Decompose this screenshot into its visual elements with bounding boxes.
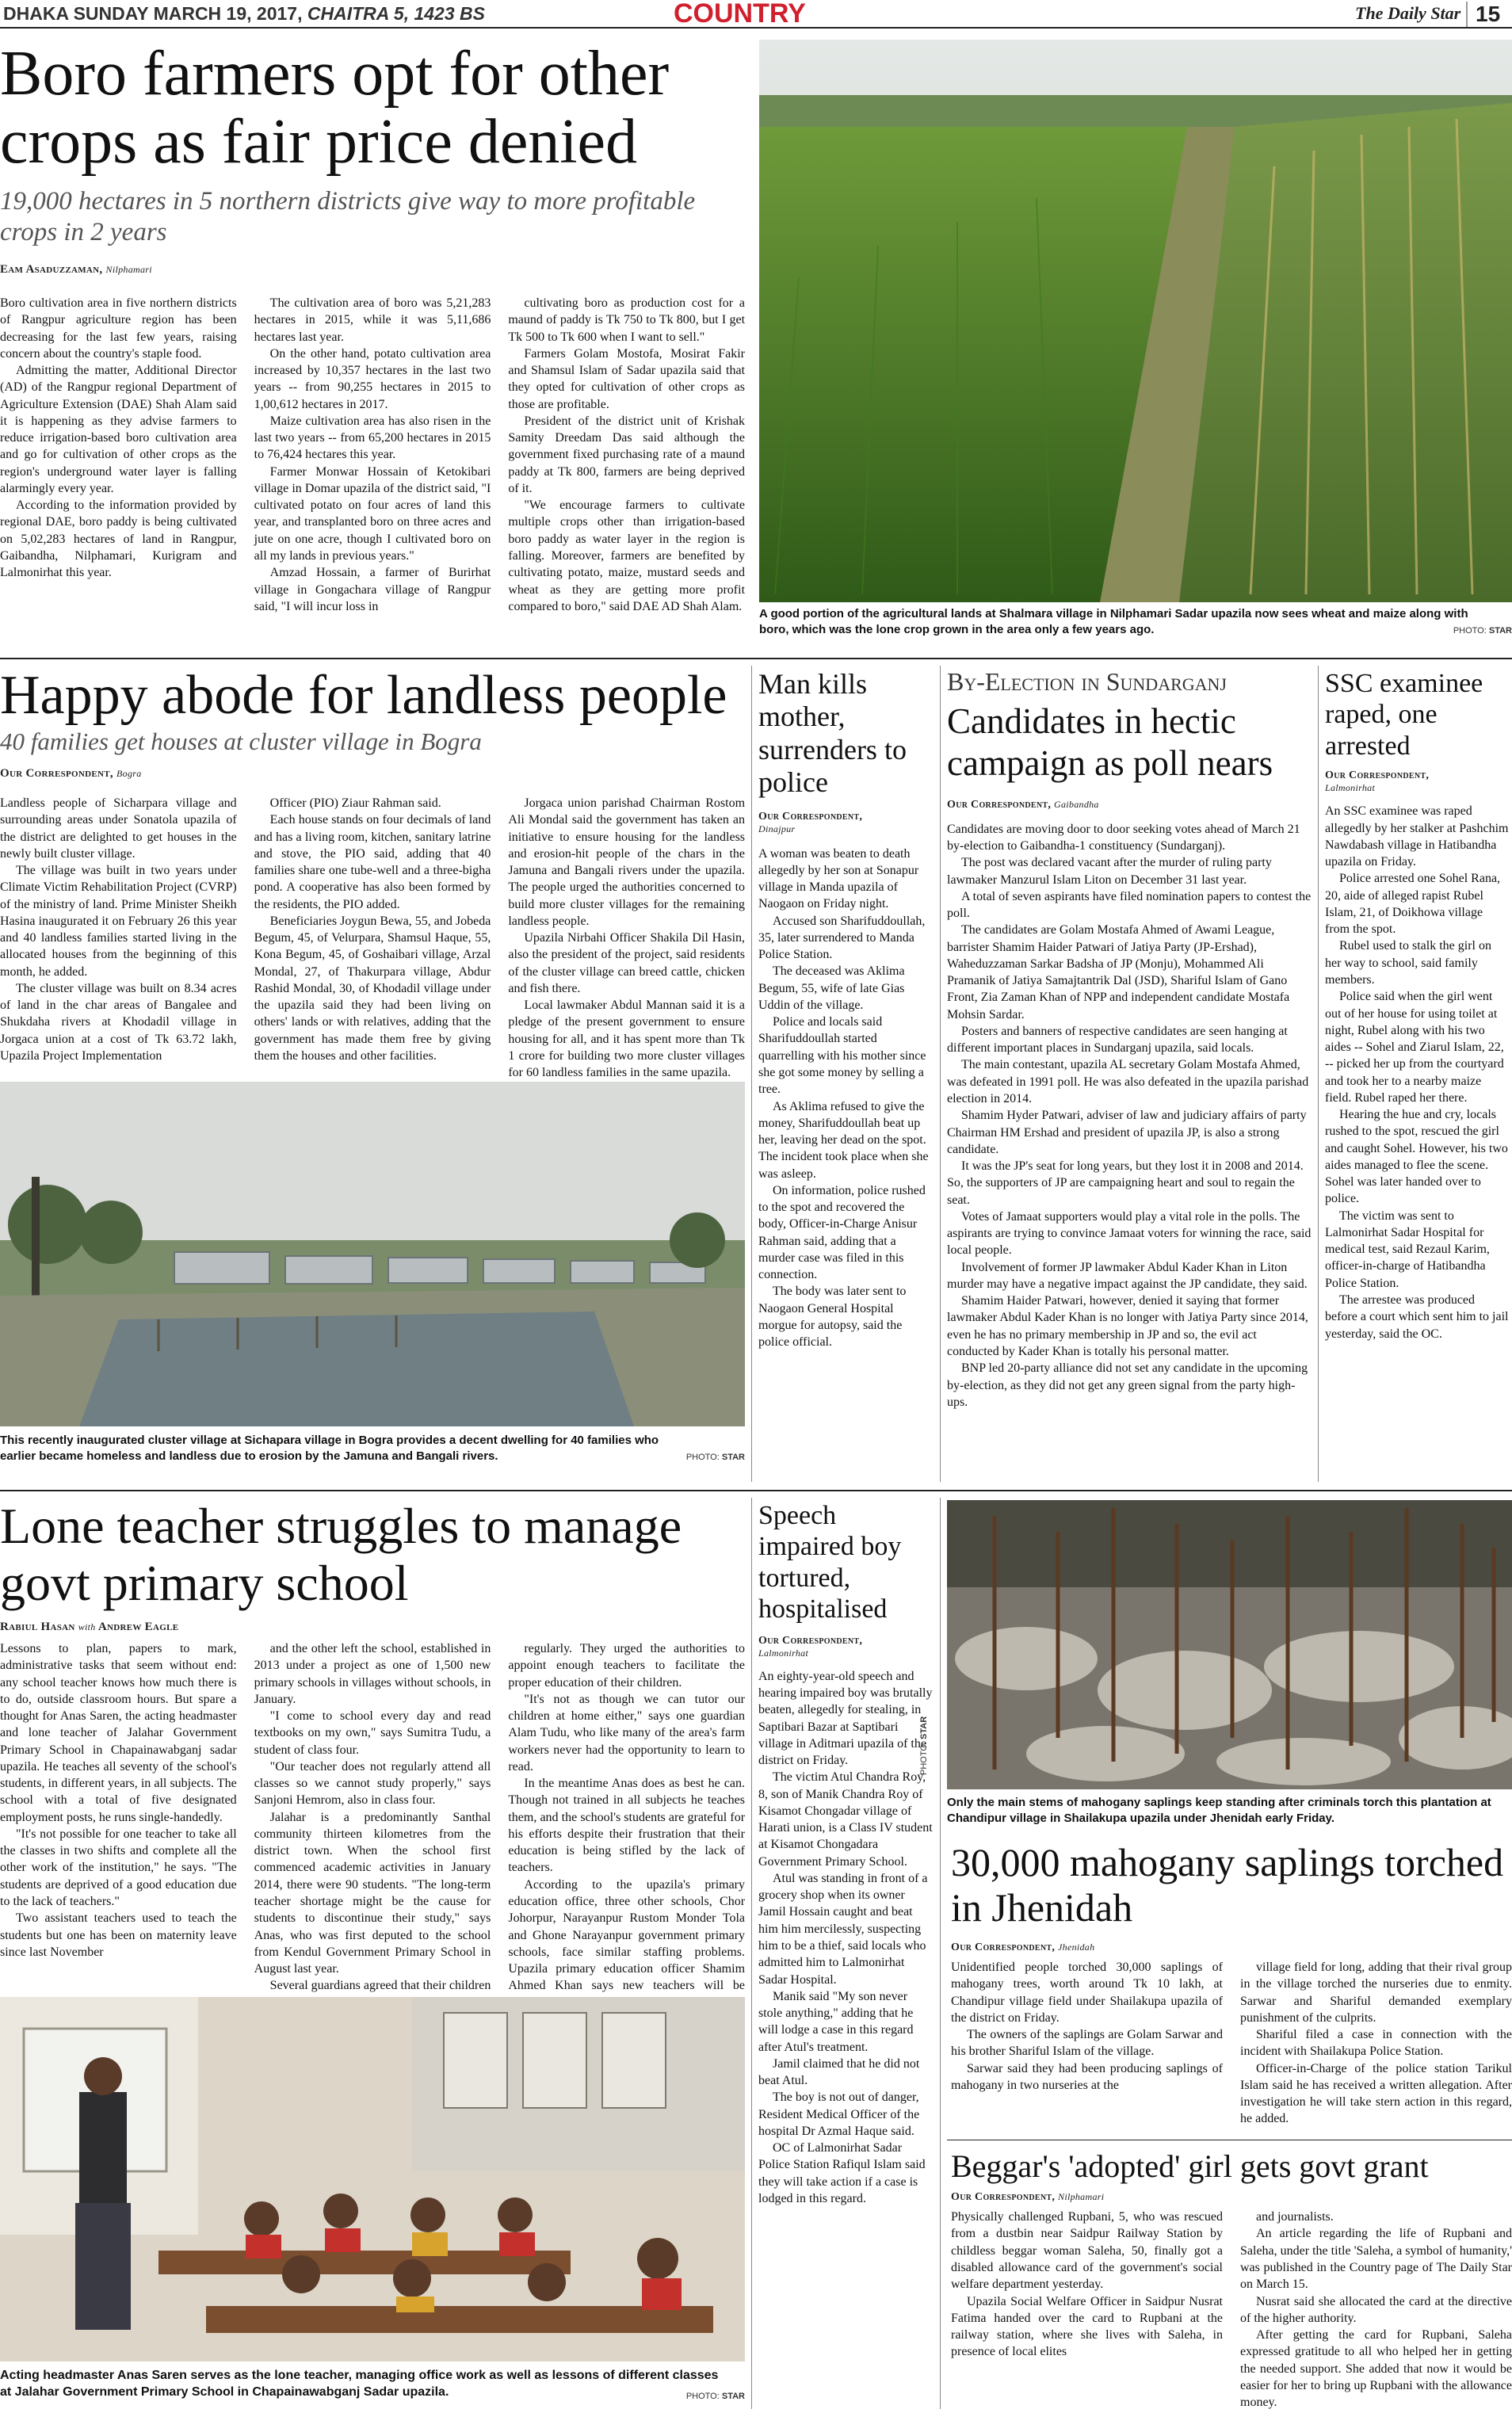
- kicker: By-Election in Sundarganj: [947, 667, 1227, 696]
- byline: [1325, 769, 1509, 795]
- divider: [940, 666, 941, 1482]
- paragraph: As Aklima refused to give the money, Sharifuddoullah beat up her, leaving her dead on the spot. The incident took place when she was asleep.: [758, 1099, 929, 1181]
- paragraph: "We encourage farmers to cultivate multiple crops other than irrigation-based boro paddy as water layer in the region is falling. Moreover, farmers are benefited by cultivating potato, maize, mustard seeds and wheat as they are getting more profit compared to boro," said DAE AD Shah Alam.: [508, 498, 746, 613]
- paragraph: On the other hand, potato cultivation area increased by 10,357 hectares in the last two years -- from 90,255 hectares in 2015 to 1,00,612 hectares in 2017.: [254, 346, 491, 411]
- body: [1325, 803, 1509, 1342]
- article-happy-abode: [0, 666, 745, 781]
- byline-location: Dinajpur: [758, 823, 796, 834]
- village-image: [0, 1082, 745, 1426]
- paragraph: Shamim Haider Patwari, however, denied it saying that former lawmaker Abdul Kader Khan is no longer with Jatiya Party since 2014, even he has no primary membership in JP and so, the evil act conducted by Kader Khan is totally his personal matter.: [947, 1294, 1308, 1358]
- byline-name: Our Correspondent,: [947, 798, 1052, 811]
- paragraph: The cultivation area of boro was 5,21,283 hectares in 2015, while it was 5,11,686 hectares last year.: [254, 296, 491, 344]
- byline-name: Our Correspondent,: [951, 2191, 1056, 2204]
- paragraph: "It's not as though we can tutor our children at home either," says one guardian Alam Tudu, who like many of the area's farm workers never had the opportunity to learn to read.: [508, 1692, 746, 1773]
- paragraph: A woman was beaten to death allegedly by her son at Sonapur village in Manda upazila of Naogaon on Friday night.: [758, 846, 919, 911]
- divider: [0, 658, 1512, 659]
- paragraph: The owners of the saplings are Golam Sarwar and his brother Shariful Islam of the village.: [951, 2028, 1223, 2059]
- paragraph: Officer-in-Charge of the police station Tarikul Islam said he has received a written allegation. After investigation he will take stern action in this regard, he added.: [1240, 2061, 1512, 2126]
- paragraph: Lessons to plan, papers to mark, administrative tasks that seem without end: any school teacher knows how much there is to do, outside classroom hours. But spare a thought for Anas Saren, the acting headmaster and lone teacher of Jalahar Government Primary School in Chapainawabganj sadar upazila. He teaches all seventy of the school's students, in different years, in all subjects. The school with a total of five designated employment posts, he runs single-handedly.: [0, 1642, 237, 1824]
- body: [951, 1959, 1512, 2128]
- paragraph: Each house stands on four decimals of land and has a living room, kitchen, sanitary latrine and stove, the PIO said, adding that 40 families share one tube-well and a three-bigha pond. A cooperative has also been formed by the residents, the PIO added.: [254, 813, 491, 911]
- photo-credit-vertical: [919, 1696, 929, 1775]
- divider: [751, 1498, 752, 2409]
- paragraph: The post was declared vacant after the murder of ruling party lawmaker Manzurul Islam Liton on December 31 last year.: [947, 856, 1272, 887]
- paragraph: Votes of Jamaat supporters would play a vital role in the polls. The aspirants are trying to convince Jamaat voters for winning the race, said local people.: [947, 1209, 1312, 1258]
- byline-name-2: Andrew Eagle: [97, 1621, 179, 1634]
- field-image: [759, 40, 1512, 602]
- dateline: [3, 3, 485, 25]
- paragraph: An eighty-year-old speech and hearing impaired boy was brutally beaten, allegedly for stealing, in Saptibari Bazar at Saptibari village in Aditmari upazila of the district on Friday.: [758, 1669, 933, 1768]
- paragraph: "It's not possible for one teacher to take all the classes in two shifts and complete all the other work of the institution," he says. "The students are deprived of a good education due to the lack of teachers.": [0, 1827, 237, 1908]
- paragraph: Rubel used to stalk the girl on her way to school, said family members.: [1325, 939, 1491, 987]
- paragraph: It was the JP's seat for long years, but they lost it in 2008 and 2014. So, the supporters of JP are campaigning heart and soul to regain the seat.: [947, 1159, 1304, 1207]
- dateline-text: DHAKA SUNDAY MARCH 19, 2017,: [3, 3, 303, 24]
- paragraph: Landless people of Sicharpara village and surrounding areas under Sonatola upazila of the district are delighted to get houses in the newly built cluster village.: [0, 796, 237, 861]
- paragraph: and the other left the school, established in 2013 under a project as one of 1,500 new primary schools in villages without schools, in January.: [254, 1642, 491, 1706]
- byline-name: Rabiul Hasan: [0, 1621, 75, 1634]
- byline: [0, 767, 745, 781]
- paragraph: Shamim Hyder Patwari, adviser of law and judiciary affairs of party Chairman HM Ershad and president of upazila JP, is also a strong candidate.: [947, 1109, 1307, 1156]
- paragraph: Two assistant teachers used to teach the students but one has been on maternity leave since last November: [0, 1911, 237, 1959]
- photo-crop-field: [759, 40, 1512, 602]
- credit-source: STAR: [919, 1716, 929, 1739]
- paragraph: and journalists.: [1256, 2210, 1334, 2224]
- paragraph: The victim was sent to Lalmonirhat Sadar Hospital for medical test, said Rezaul Karim, officer-in-charge of Hatibandha Police Station.: [1325, 1208, 1490, 1290]
- photo-village-caption: [0, 1433, 745, 1462]
- byline-name: Our Correspondent,: [758, 1634, 863, 1647]
- saplings-image: [947, 1500, 1512, 1789]
- classroom-image: [0, 1997, 745, 2361]
- divider: [1318, 666, 1319, 1482]
- credit-label: PHOTO:: [685, 2391, 720, 2401]
- headline[interactable]: Beggar's 'adopted' girl gets govt grant: [951, 2148, 1429, 2184]
- paragraph: Involvement of former JP lawmaker Abdul Kader Khan in Liton murder may have a negative impact against the JP candidate, they said.: [947, 1260, 1308, 1291]
- paragraph: Several guardians agreed that their children: [269, 1979, 491, 1993]
- byline-location: Nilphamari: [105, 263, 152, 275]
- paragraph: cultivating boro as production cost for a maund of paddy is Tk 750 to Tk 800, but I get Tk 500 to Tk 600 when I want to sell.": [508, 296, 746, 344]
- byline: [758, 1635, 933, 1660]
- page-header: [0, 0, 1512, 29]
- byline: [0, 1621, 745, 1634]
- photo-burnt-saplings: [947, 1500, 1512, 1789]
- paragraph: Farmers Golam Mostofa, Mosirat Fakir and Shamsul Islam of Sadar upazila said that they opted for cultivation of other crops as those are profitable.: [508, 346, 746, 411]
- paragraph: An article regarding the life of Rupbani and Saleha, under the title 'Saleha, a symbol of humanity,' was published in the Country page of The Daily Star on March 15.: [1240, 2227, 1512, 2292]
- paragraph: Manik said "My son never stole anything," adding that he will lodge a case in this regard after Atul's treatment.: [758, 1989, 914, 2054]
- paragraph: Maize cultivation area has also risen in the last two years -- from 65,200 hectares in 2015 to 76,424 hectares this year.: [254, 414, 491, 462]
- paragraph: Police said when the girl went out of her house for using toilet at night, Rubel along with his two aides -- Sohel and Ziarul Islam, 22, -- picked her up from the courtyard and took her to a nearby maize field. Rubel raped her there.: [1325, 990, 1504, 1105]
- photo-classroom-caption: [0, 2368, 745, 2401]
- paragraph: Jorgaca union parishad Chairman Rostom Ali Mondal said the government has taken an initiative to ensure housing for the landless and erosion-hit people of the chars in the Jamuna and Bangali rivers under the upazila. The people urged the authorities concerned to build more cluster villages for the remaining landless people.: [508, 796, 746, 928]
- divider: [751, 666, 752, 1482]
- article-boro-farmers: [0, 40, 745, 277]
- credit-source: STAR: [1488, 626, 1512, 636]
- divider: [0, 1490, 1512, 1491]
- column-2: [254, 295, 491, 615]
- paragraph: The main contestant, upazila AL secretary Golam Mostafa Ahmed, was defeated in 1991 poll. He was also defeated in the upazila parishad election in 2014.: [947, 1058, 1309, 1105]
- byline: [947, 799, 1312, 811]
- column-1: [0, 295, 237, 615]
- paragraph: Farmer Monwar Hossain of Ketokibari village in Domar upazila of the district said, "I cultivated potato on four acres of land this year, and transplanted boro on three acres and jute on one acre, though I cultivated boro on all my lands in previous years.": [254, 464, 491, 563]
- paragraph: Police and locals said Sharifuddoullah started quarrelling with his mother since she got some money by selling a tree.: [758, 1015, 926, 1097]
- article-boro-body: [0, 295, 745, 615]
- body: [758, 1668, 933, 2208]
- headline[interactable]: 30,000 mahogany saplings torched in Jhenidah: [951, 1840, 1504, 1930]
- subhead: 40 families get houses at cluster village in Bogra: [0, 727, 482, 755]
- paragraph: Officer (PIO) Ziaur Rahman said.: [269, 796, 441, 810]
- paragraph: President of the district unit of Krishak Samity Dreedam Das said although the government fixed purchasing rate of a maund paddy at Tk 800, farmers are being deprived of it.: [508, 414, 746, 495]
- paragraph: Posters and banners of respective candidates are seen hanging at different important places in Sundarganj upazila, said locals.: [947, 1024, 1288, 1056]
- caption: A good portion of the agricultural lands at Shalmara village in Nilphamari Sadar upazila now sees wheat and maize along with boro, which was the lone crop grown in the area only a few years ago.: [759, 607, 1468, 636]
- column-2: [1240, 2209, 1512, 2411]
- paragraph: village field for long, adding that their rival group in the village torched the nurseries due to enmity. Sarwar and Shariful demanded exemplary punishment of the culprits.: [1240, 1961, 1512, 2025]
- paragraph: The victim Atul Chandra Roy, 8, son of Manik Chandra Roy of Kisamot Chongadar village of Harati union, is a Class IV student at Kisamot Chongadara Government Primary School.: [758, 1770, 933, 1869]
- headline[interactable]: Man kills mother, surrenders to police: [758, 668, 907, 799]
- byline: [951, 2191, 1512, 2204]
- paragraph: "Our teacher does not regularly attend all classes so we cannot study properly," says Sanjoni Hemrom, also in class four.: [254, 1759, 491, 1808]
- paragraph: Physically challenged Rupbani, 5, who was rescued from a dustbin near Saidpur Railway Station by childless beggar woman Saleha, 50, finally got a disabled allowance card of the government's social welfare department yesterday.: [951, 2210, 1223, 2292]
- column-3: [508, 795, 745, 1082]
- paragraph: According to the upazila's primary education office, three other schools, Chor Johorpur, Narayanpur Rustom Monder Tola and Ghone Narayanpur government primary schools, face similar staffing problems. Upazila primary education officer Shamim Ahmed Khan says new teachers will be: [508, 1877, 746, 1993]
- column-1: [951, 1959, 1223, 2128]
- paragraph: Upazila Social Welfare Officer in Saidpur Nusrat Fatima handed over the card to Rupbani at the railway station, where she lives with Saleha, in presence of local elites: [951, 2294, 1223, 2359]
- body: [951, 2209, 1512, 2411]
- paragraph: The deceased was Aklima Begum, 55, wife of late Gias Uddin of the village.: [758, 964, 905, 1012]
- divider: [940, 1498, 941, 2409]
- paragraph: Amzad Hossain, a farmer of Burirhat village in Gongachara village of Rangpur said, "I will incur loss in: [254, 566, 491, 613]
- headline[interactable]: SSC examinee raped, one arrested: [1325, 669, 1483, 761]
- paragraph: "I come to school every day and read textbooks on my own," says Sumitra Tudu, a student of class four.: [254, 1709, 491, 1757]
- byline-location: Bogra: [116, 767, 142, 779]
- byline: [0, 263, 745, 277]
- credit-source: STAR: [721, 1453, 745, 1462]
- paragraph: Sarwar said they had been producing saplings of mahogany in two nurseries at the: [951, 2061, 1223, 2092]
- credit-label: PHOTO:: [919, 1742, 929, 1775]
- body: [947, 821, 1312, 1411]
- paragraph: The arrestee was produced before a court which sent him to jail yesterday, said the OC.: [1325, 1293, 1509, 1341]
- paragraph: OC of Lalmonirhat Sadar Police Station Rafiqul Islam said they will take action if a case is lodged in this regard.: [758, 2141, 926, 2205]
- paragraph: Atul was standing in front of a grocery shop when its owner Jamil Hossain caught and beat him him mercilessly, suspecting him to be a thief, said locals who admitted him to Lalmonirhat Sadar Hospital.: [758, 1871, 928, 1987]
- byline-location: Nilphamari: [1058, 2191, 1105, 2203]
- column-2: [1240, 1959, 1512, 2128]
- paragraph: Local lawmaker Abdul Mannan said it is a pledge of the present government to ensure housing for all, and it has spent more than Tk 1 crore for building two more cluster villages for 60 landless families in the same upazila.: [508, 998, 746, 1080]
- byline-name: Our Correspondent,: [1325, 769, 1430, 782]
- credit-source: STAR: [721, 2391, 745, 2401]
- paragraph: The body was later sent to Naogaon General Hospital morgue for autopsy, said the police official.: [758, 1285, 907, 1350]
- caption: Acting headmaster Anas Saren serves as the lone teacher, managing office work as well as lessons of different classes at Jalahar Government Primary School in Chapainawabganj Sadar upazila.: [0, 2369, 719, 2399]
- paragraph: After getting the card for Rupbani, Saleha expressed gratitude to all who helped her in getting the needed support. She added that now it would be easier for her to bring up Rupbani with the allowance money.: [1240, 2328, 1512, 2410]
- page-number: 15: [1466, 2, 1500, 27]
- article-lone-teacher: [0, 1498, 745, 1634]
- byline-with: with: [78, 1621, 96, 1633]
- byline: [758, 811, 933, 836]
- byline-location: Jhenidah: [1058, 1941, 1095, 1953]
- paragraph: Candidates are moving door to door seeking votes ahead of March 21 by-election to Gaibandha-1 constituency (Sundarganj).: [947, 822, 1300, 853]
- paragraph: The village was built in two years under Climate Victim Rehabilitation Project (CVRP) of the ministry of land. Prime Minister Sheikh Hasina inaugurated it on February 26 this year and 40 landless families started living in the allocated houses from the beginning of this month, he added.: [0, 864, 237, 979]
- paragraph: Accused son Sharifuddoullah, 35, later surrendered to Manda Police Station.: [758, 914, 926, 962]
- byline-name: Eam Asaduzzaman,: [0, 262, 103, 276]
- byline-location: Lalmonirhat: [1325, 782, 1376, 794]
- photo-cluster-village: [0, 1082, 745, 1426]
- paragraph: Boro cultivation area in five northern districts of Rangpur agriculture region has been decreasing for the last few years, raising concern about the country's staple food.: [0, 296, 237, 361]
- photo-crop-caption: [759, 606, 1512, 636]
- article-mahogany-saplings: [951, 1840, 1512, 2128]
- paragraph: An SSC examinee was raped allegedly by her stalker at Pashchim Nawdabash village in Hatibandha upazila on Friday.: [1325, 804, 1509, 869]
- article-man-kills-mother: [758, 668, 933, 1351]
- byline-name: Our Correspondent,: [0, 766, 113, 780]
- column-1: [0, 795, 237, 1082]
- date-bs: CHAITRA 5, 1423 BS: [307, 3, 485, 24]
- caption: Only the main stems of mahogany saplings keep standing after criminals torch this plantation at Chandipur village in Shailakupa upazila under Jhenidah early Friday.: [947, 1796, 1491, 1825]
- article-speech-impaired-boy: [758, 1500, 933, 2207]
- byline-location: Gaibandha: [1054, 798, 1099, 810]
- paragraph: Shariful filed a case in connection with the incident with Shailakupa Police Station.: [1240, 2028, 1512, 2059]
- byline-name: Our Correspondent,: [758, 810, 863, 823]
- paragraph: Jalahar is a predominantly Santhal community thirteen kilometres from the district town. When the school first commenced academic activities in January 2014, there were 90 students. "The long-term teacher shortage might be the cause for students to discontinue their study," says Anas, who was first deputed to the school from Kendul Government Primary School in August last year.: [254, 1810, 491, 1976]
- article-beggar-girl: [951, 2149, 1512, 2411]
- paragraph: BNP led 20-party alliance did not set any candidate in the upcoming by-election, as they did not get any green signal from the party high-ups.: [947, 1361, 1308, 1409]
- paragraph: In the meantime Anas does as best he can. Though not trained in all subjects he teaches them, and the school's students are grateful for his efforts despite their frustration that their education is being stifled by the lack of teachers.: [508, 1777, 746, 1875]
- headline[interactable]: Candidates in hectic campaign as poll nears: [947, 701, 1273, 783]
- photo-saplings-caption: [947, 1795, 1512, 1826]
- subhead: 19,000 hectares in 5 northern districts give way to more profitable crops in 2 years: [0, 186, 696, 247]
- column-2: [254, 795, 491, 1082]
- caption: This recently inaugurated cluster village at Sichapara village in Bogra provides a decent dwelling for 40 families who earlier became homeless and landless due to erosion by the Jamuna and Bangali rivers.: [0, 1434, 659, 1463]
- paragraph: Upazila Nirbahi Officer Shakila Dil Hasin, also the president of the project, said residents of the cluster village can breed cattle, chicken and fish there.: [508, 931, 746, 995]
- paragraph: Unidentified people torched 30,000 saplings of mahogany trees, worth around Tk 10 lakh, at Chandipur village field under Shailakupa upazila of the district on Friday.: [951, 1961, 1223, 2025]
- paragraph: According to the information provided by regional DAE, boro paddy is being cultivated on 5,02,283 hectares of land in Rangpur, Gaibandha, Nilphamari, Kurigram and Lalmonirhat this year.: [0, 498, 237, 580]
- body: [758, 846, 933, 1351]
- column-1: [0, 1640, 237, 2028]
- paragraph: Nusrat said she allocated the card at the directive of the higher authority.: [1240, 2294, 1512, 2325]
- column-3: [508, 295, 745, 615]
- article-ssc-examinee: [1325, 668, 1509, 1342]
- paragraph: Hearing the hue and cry, locals rushed to the spot, rescued the girl and caught Sohel. However, his two aides managed to flee the scene. Sohel was later handed over to police.: [1325, 1108, 1508, 1206]
- paragraph: Jamil claimed that he did not beat Atul.: [758, 2056, 920, 2088]
- paragraph: Beneficiaries Joygun Bewa, 55, and Jobeda Begum, 45, of Velurpara, Shamsul Haque, 55, Kona Begum, 45, of Goshaibari village, Arzal Mondal, 27, of Thakurpara village, Abdur Rashid Mondal, 30, of Khodadil village under the upazila said they had been living on others' lands or with relatives, adding that the government has made them free by giving them the houses and other facilities.: [254, 914, 491, 1063]
- credit-label: PHOTO:: [685, 1453, 720, 1462]
- paragraph: A total of seven aspirants have filed nomination papers to contest the poll.: [947, 889, 1312, 921]
- byline-location: Lalmonirhat: [758, 1647, 809, 1659]
- paragraph: The candidates are Golam Mostafa Ahmed of Awami League, barrister Shamim Haider Patwari of Jatiya Party (JP-Ershad), Waheduzzaman Sarkar Badsha of JP (Monju), Mohammed Ali Pramanik of Jatiya Samajtantrik Dal (JSD), Shariful Islam of Gano Front, Zia Zaman Khan of NPP and independent candidate Mostafa Mohsin Sardar.: [947, 923, 1290, 1021]
- paragraph: On information, police rushed to the spot and recovered the body, Officer-in-Charge Anisur Rahman said, adding that a murder case was filed in this connection.: [758, 1183, 926, 1282]
- paragraph: Police arrested one Sohel Rana, 20, aide of alleged rapist Rubel Islam, 21, of Doikhowa village from the spot.: [1325, 872, 1501, 937]
- column-1: [951, 2209, 1223, 2411]
- article-teacher-body: [0, 1640, 745, 2028]
- section-title: COUNTRY: [674, 0, 806, 29]
- credit-label: PHOTO:: [1453, 626, 1487, 636]
- article-abode-body: [0, 795, 745, 1082]
- paragraph: The cluster village was built on 8.34 acres of land in the char areas of Bangalee and Shukdaha rivers at Khodadil village in Jorgaca union at a cost of Tk 63.72 lakh, Upazila Project Implementation: [0, 981, 237, 1063]
- headline[interactable]: Boro farmers opt for other crops as fair price denied: [0, 39, 670, 178]
- byline-name: Our Correspondent,: [951, 1941, 1056, 1953]
- column-2: [254, 1640, 491, 2028]
- paragraph: regularly. They urged the authorities to appoint enough teachers to facilitate the proper education of their children.: [508, 1642, 746, 1689]
- byline: [951, 1941, 1512, 1954]
- headline[interactable]: Speech impaired boy tortured, hospitalised: [758, 1501, 902, 1625]
- article-by-election: [947, 668, 1312, 1411]
- photo-classroom: [0, 1997, 745, 2361]
- headline[interactable]: Lone teacher struggles to manage govt primary school: [0, 1498, 682, 1611]
- masthead-logo: The Daily Star: [1355, 3, 1461, 23]
- paragraph: Admitting the matter, Additional Director (AD) of the Rangpur regional Department of Agriculture Extension (DAE) Shah Alam said it is happening as they advise farmers to reduce irrigation-based boro cultivation area and go for cultivation of other crops as the region's underground water layer is falling alarmingly every year.: [0, 364, 237, 495]
- paragraph: The boy is not out of danger, Resident Medical Officer of the hospital Dr Azmal Haque said.: [758, 2090, 920, 2138]
- headline[interactable]: Happy abode for landless people: [0, 665, 727, 726]
- column-3: [508, 1640, 745, 2028]
